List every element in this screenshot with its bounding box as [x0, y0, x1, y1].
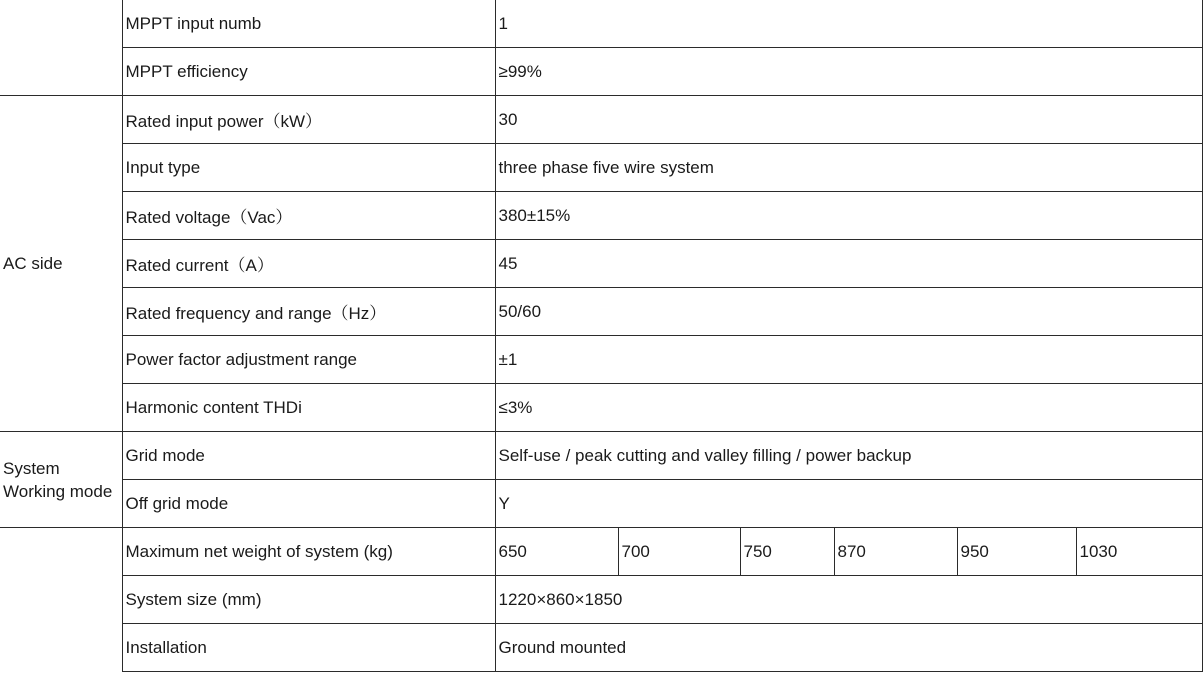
value-cell: 30: [495, 96, 1202, 144]
value-cell: 1220×860×1850: [495, 576, 1202, 624]
table-row: [0, 288, 1202, 336]
value-cell: Ground mounted: [495, 624, 1202, 672]
param-cell: Input type: [122, 144, 495, 192]
weight-value-cell: 1030: [1076, 528, 1202, 576]
value-cell: 50/60: [495, 288, 1202, 336]
table-row: [0, 192, 1202, 240]
param-cell: Installation: [122, 624, 495, 672]
table-row: [0, 480, 1202, 528]
param-cell: MPPT efficiency: [122, 48, 495, 96]
table-row: [0, 576, 1202, 624]
table-row: [0, 48, 1202, 96]
value-cell: 380±15%: [495, 192, 1202, 240]
param-cell: MPPT input numb: [122, 0, 495, 48]
value-cell: ≤3%: [495, 384, 1202, 432]
weight-value-cell: 650: [495, 528, 618, 576]
weight-value-cell: 870: [834, 528, 957, 576]
group-cell-ac-side: AC side: [0, 96, 122, 432]
param-cell: Rated voltage（Vac）: [122, 192, 495, 240]
param-cell: Rated input power（kW）: [122, 96, 495, 144]
table-row: [0, 240, 1202, 288]
value-cell: 1: [495, 0, 1202, 48]
param-cell: Grid mode: [122, 432, 495, 480]
group-cell-empty: [0, 0, 122, 96]
param-cell: Off grid mode: [122, 480, 495, 528]
weight-value-cell: 950: [957, 528, 1076, 576]
table-row: [0, 96, 1202, 144]
weight-value-cell: 750: [740, 528, 834, 576]
param-cell: Maximum net weight of system (kg): [122, 528, 495, 576]
value-cell: ±1: [495, 336, 1202, 384]
value-cell: Y: [495, 480, 1202, 528]
param-cell: Rated frequency and range（Hz）: [122, 288, 495, 336]
table-row: [0, 528, 1202, 576]
group-cell-system-working-mode: System Working mode: [0, 432, 122, 528]
table-row: [0, 624, 1202, 672]
param-cell: Harmonic content THDi: [122, 384, 495, 432]
value-cell: three phase five wire system: [495, 144, 1202, 192]
param-cell: Rated current（A）: [122, 240, 495, 288]
table-row: [0, 336, 1202, 384]
weight-value-cell: 700: [618, 528, 740, 576]
value-cell: Self-use / peak cutting and valley filling / power backup: [495, 432, 1202, 480]
table-row: [0, 144, 1202, 192]
param-cell: Power factor adjustment range: [122, 336, 495, 384]
table-row: [0, 0, 1202, 48]
param-cell: System size (mm): [122, 576, 495, 624]
value-cell: ≥99%: [495, 48, 1202, 96]
table-row: [0, 432, 1202, 480]
value-cell: 45: [495, 240, 1202, 288]
table-row: [0, 384, 1202, 432]
group-cell-empty: [0, 528, 122, 672]
